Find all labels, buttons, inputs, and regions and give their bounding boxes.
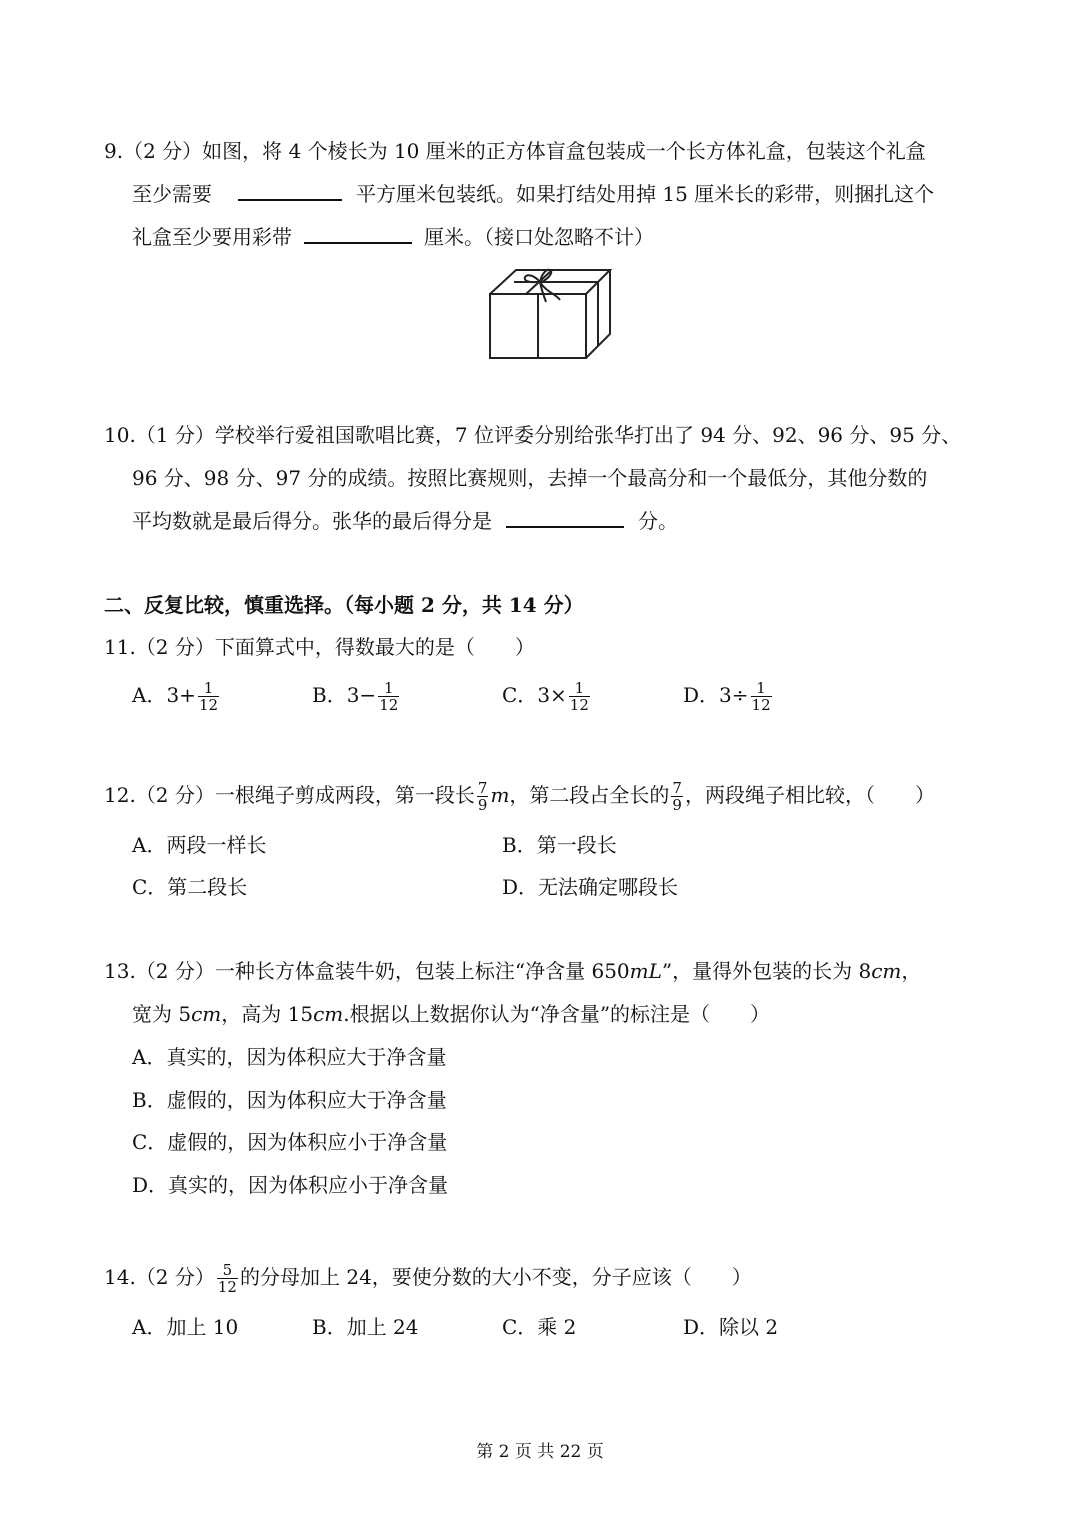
q12-option-d[interactable]: D．无法确定哪段长 [502, 875, 679, 899]
q12-fraction-1 [477, 780, 489, 813]
q13-unit-cm: cm [191, 1002, 222, 1026]
q13-unit-cm: cm [871, 959, 902, 983]
q12-stem [104, 780, 935, 813]
q9-line2-text-a: 至少需要 [132, 182, 212, 206]
q14-stem-text-b: 的分母加上 24，要使分数的大小不变，分子应该（ ） [239, 1265, 752, 1289]
q13-option-a[interactable]: A．真实的，因为体积应大于净含量 [132, 1045, 447, 1069]
q11-option-d-label: D． [683, 683, 720, 707]
q9-answer-blank-2[interactable] [304, 222, 412, 244]
q11-option-a-label: A． [132, 683, 167, 707]
fraction-numerator: 1 [574, 679, 585, 697]
fraction-numerator: 1 [756, 679, 766, 697]
q13-unit-ml: mL [629, 959, 662, 983]
q11-option-b[interactable] [312, 680, 401, 713]
q13-line2 [132, 999, 770, 1029]
q9-line3-text-b: 厘米。（接口处忽略不计） [424, 225, 654, 249]
q11-option-d-fraction [751, 680, 772, 713]
fraction-denominator: 12 [217, 1278, 237, 1296]
q11-stem: 11.（2 分）下面算式中，得数最大的是（ ） [104, 635, 535, 659]
q14-fraction [217, 1262, 238, 1295]
q9-line2-text-b: 平方厘米包装纸。如果打结处用掉 15 厘米长的彩带，则捆扎这个 [356, 182, 935, 206]
fraction-denominator: 12 [198, 696, 219, 714]
q12-unit: m [490, 783, 510, 807]
q12-option-a[interactable]: A．两段一样长 [132, 833, 267, 857]
q10-line2: 96 分、98 分、97 分的成绩。按照比赛规则，去掉一个最高分和一个最低分，其他分数的 [132, 466, 928, 490]
page-number-footer: 第 2 页 共 22 页 [476, 1442, 604, 1462]
q10-line3-text-a: 平均数就是最后得分。张华的最后得分是 [132, 509, 492, 533]
q13-option-c[interactable]: C．虚假的，因为体积应小于净含量 [132, 1130, 448, 1154]
fraction-numerator: 1 [383, 679, 394, 697]
fraction-denominator: 12 [751, 696, 771, 714]
fraction-denominator: 9 [672, 796, 682, 814]
q14-option-c[interactable]: C．乘 2 [502, 1315, 577, 1339]
q11-option-b-label: B． [312, 683, 347, 707]
fraction-numerator: 1 [203, 679, 214, 697]
q9-answer-blank-1[interactable] [238, 179, 342, 201]
q10-line1: 10.（1 分）学校举行爱祖国歌唱比赛，7 位评委分别给张华打出了 94 分、92、96 分、95 分、 [104, 423, 962, 447]
q10-answer-blank[interactable] [506, 506, 624, 528]
q14-option-d[interactable]: D．除以 2 [683, 1315, 779, 1339]
q14-option-b[interactable]: B．加上 24 [312, 1315, 419, 1339]
q13-line1-text-a: 13.（2 分）一种长方体盒装牛奶，包装上标注“净含量 650 [104, 959, 630, 983]
q13-option-d[interactable]: D．真实的，因为体积应小于净含量 [132, 1173, 449, 1197]
q10-line3-text-b: 分。 [638, 509, 678, 533]
fraction-numerator: 5 [222, 1261, 233, 1279]
q13-line2-text-c: .根据以上数据你认为“净含量”的标注是（ ） [343, 1002, 771, 1026]
q14-stem [104, 1262, 752, 1295]
fraction-numerator: 7 [477, 779, 488, 797]
q11-option-d-expr: 3÷ [719, 683, 749, 707]
fraction-denominator: 12 [569, 696, 589, 714]
q9-line3 [132, 222, 654, 252]
q11-option-d[interactable] [683, 680, 774, 713]
q13-line2-text-a: 宽为 5 [132, 1002, 192, 1026]
fraction-numerator: 7 [672, 779, 682, 797]
q12-option-c[interactable]: C．第二段长 [132, 875, 248, 899]
q12-stem-text-a: 12.（2 分）一根绳子剪成两段，第一段长 [104, 783, 475, 807]
q13-line1-text-c: ， [901, 959, 922, 983]
q13-unit-cm: cm [313, 1002, 344, 1026]
fraction-denominator: 12 [379, 696, 399, 714]
q11-option-c[interactable] [502, 680, 592, 713]
q9-line1: 9.（2 分）如图，将 4 个棱长为 10 厘米的正方体盲盒包装成一个长方体礼盒，包装这个礼盒 [104, 139, 926, 163]
q12-stem-text-c: ，两段绳子相比较，（ ） [684, 783, 935, 807]
q11-option-a-fraction [198, 680, 219, 713]
section-2-title: 二、反复比较，慎重选择。（每小题 2 分，共 14 分） [104, 593, 584, 617]
q11-option-b-expr: 3− [346, 683, 377, 707]
q9-line3-text-a: 礼盒至少要用彩带 [132, 225, 292, 249]
q11-option-a-expr: 3+ [166, 683, 196, 707]
q13-option-b[interactable]: B．虚假的，因为体积应大于净含量 [132, 1088, 447, 1112]
q13-line1 [104, 956, 921, 986]
q11-option-b-fraction [378, 680, 399, 713]
q12-fraction-2 [671, 780, 683, 813]
q14-stem-text-a: 14.（2 分） [104, 1265, 215, 1289]
q14-option-a[interactable]: A．加上 10 [132, 1315, 239, 1339]
q10-line3 [132, 506, 678, 536]
q13-line2-text-b: ，高为 15 [221, 1002, 314, 1026]
q12-option-b[interactable]: B．第一段长 [502, 833, 617, 857]
q12-stem-text-b: ，第二段占全长的 [509, 783, 670, 807]
q9-line2 [132, 179, 934, 209]
q11-option-c-expr: 3× [537, 683, 567, 707]
gift-box-figure-icon [486, 262, 618, 362]
q11-option-c-label: C． [502, 683, 538, 707]
q13-line1-text-b: ”，量得外包装的长为 8 [661, 959, 872, 983]
q11-option-c-fraction [569, 680, 590, 713]
fraction-denominator: 9 [477, 796, 488, 814]
q11-option-a[interactable] [132, 680, 221, 713]
